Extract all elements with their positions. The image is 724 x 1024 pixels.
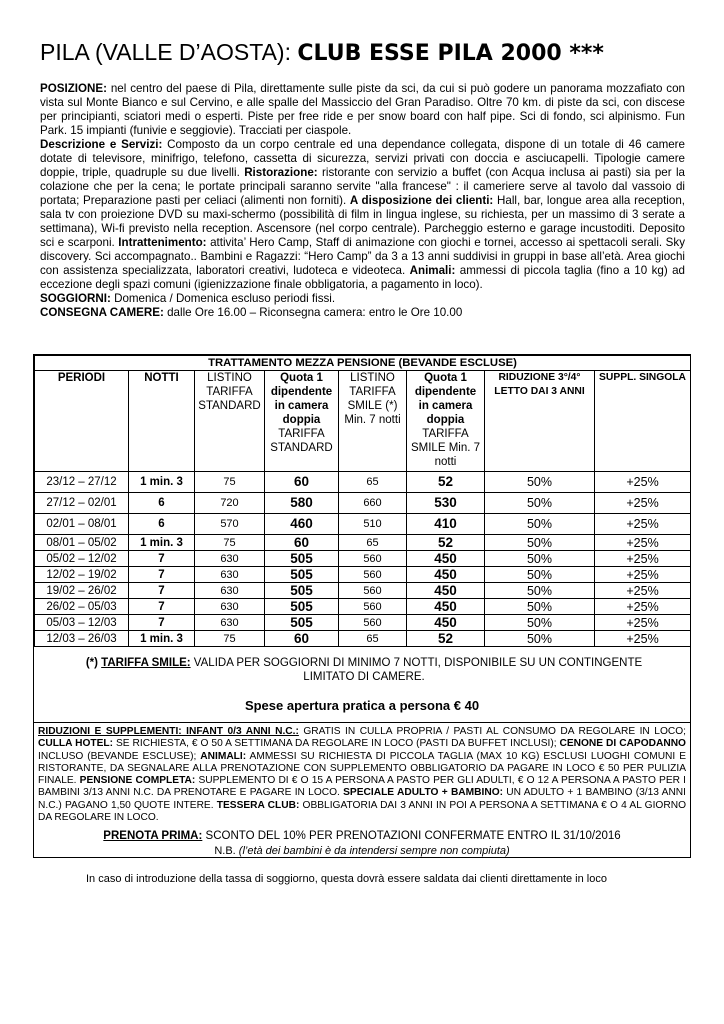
page-title	[40, 38, 700, 68]
nota-bene	[34, 845, 690, 857]
table-row	[35, 567, 691, 583]
consegna-text: dalle Ore 16.00 – Riconsegna camera: entro le Ore 10.00	[163, 306, 463, 319]
cell-riduzione: 50%	[485, 493, 595, 514]
cell-riduzione: 50%	[485, 583, 595, 599]
cell-listino-smile: 560	[339, 567, 407, 583]
cell-listino-standard: 75	[195, 631, 265, 647]
cenone-label: CENONE DI CAPODANNO	[559, 738, 686, 750]
cell-quota-smile: 52	[407, 631, 485, 647]
prenota-prima-text: SCONTO DEL 10% PER PRENOTAZIONI CONFERMATE ENTRO IL 31/10/2016	[202, 830, 621, 842]
cell-listino-smile: 65	[339, 535, 407, 551]
spese-apertura: Spese apertura pratica a persona € 40	[244, 698, 480, 713]
prenota-prima	[34, 830, 690, 843]
cell-suppl-singola: +25%	[595, 551, 691, 567]
cell-quota-smile: 530	[407, 493, 485, 514]
header-listino-smile: LISTINO TARIFFA SMILE (*) Min. 7 notti	[339, 371, 407, 472]
cell-suppl-singola: +25%	[595, 567, 691, 583]
posizione-label: POSIZIONE:	[40, 82, 107, 95]
cell-suppl-singola: +25%	[595, 631, 691, 647]
intrattenimento-label: Intrattenimento:	[118, 236, 207, 249]
soggiorni-label: SOGGIORNI:	[40, 292, 111, 305]
footer-note: In caso di introduzione della tassa di soggiorno, questa dovrà essere saldata dai clienti direttamente in loco	[86, 873, 607, 885]
riduzioni-text-2: SE RICHIESTA, € O 50 A SETTIMANA DA REGOLARE IN LOCO (PASTI DA BUFFET INCLUSI);	[113, 738, 560, 750]
header-suppl-singola: SUPPL. SINGOLA	[595, 371, 691, 472]
cell-listino-standard: 630	[195, 583, 265, 599]
cell-riduzione: 50%	[485, 631, 595, 647]
speciale-adulto-label: SPECIALE ADULTO + BAMBINO:	[343, 787, 504, 799]
cell-quota-standard: 60	[265, 631, 339, 647]
cell-riduzione: 50%	[485, 535, 595, 551]
header-quota-standard-bold: Quota 1 dipendente in camera doppia	[270, 372, 333, 426]
cell-quota-standard: 580	[265, 493, 339, 514]
cell-listino-standard: 630	[195, 551, 265, 567]
disposizione-label: A disposizione dei clienti:	[349, 194, 494, 207]
cell-riduzione: 50%	[485, 567, 595, 583]
cell-notti: 1 min. 3	[129, 472, 195, 493]
cell-riduzione: 50%	[485, 615, 595, 631]
riduzioni-text-5: SUPPLEMENTO DI € O 15 A PERSONA A PASTO PER GLI ADULTI, € O 12 A PERSONA A PASTO PER I BAMBINI 3/13 ANNI N.C. DA PRENOTARE E PAGARE IN LOCO.	[38, 775, 686, 799]
smile-note-text: VALIDA PER SOGGIORNI DI MINIMO 7 NOTTI, DISPONIBILE SU UN CONTINGENTE LIMITATO DI CAMERE.	[190, 657, 643, 683]
smile-note	[84, 656, 644, 684]
cell-riduzione: 50%	[485, 514, 595, 535]
posizione-text: nel centro del paese di Pila, direttamente sulle piste da sci, da cui si può godere un panorama mozzafiato con vista sul Monte Bianco e sul Cervino, e alle spalle del Massiccio del Gran Paradiso. Oltre 70 km. di piste da sci, con discese per principianti, sciatori medi o esperti. Piste per free ride e per snow board con half pipe. Sci di fondo, sci alpinismo. Fun Park. 15 impianti (funivie e seggiovie). Tracciati per ciaspole.	[40, 82, 685, 137]
header-quota-standard	[265, 371, 339, 472]
table-row	[35, 615, 691, 631]
cell-listino-standard: 720	[195, 493, 265, 514]
cell-listino-standard: 75	[195, 472, 265, 493]
table-row	[35, 551, 691, 567]
smile-note-star: (*)	[85, 657, 102, 669]
cell-listino-smile: 560	[339, 615, 407, 631]
cell-quota-smile: 450	[407, 583, 485, 599]
cell-listino-standard: 570	[195, 514, 265, 535]
cell-suppl-singola: +25%	[595, 583, 691, 599]
cell-periodo: 26/02 – 05/03	[35, 599, 129, 615]
cell-suppl-singola: +25%	[595, 615, 691, 631]
intro-paragraph	[40, 82, 685, 320]
cell-listino-smile: 65	[339, 631, 407, 647]
cell-suppl-singola: +25%	[595, 599, 691, 615]
consegna-label: CONSEGNA CAMERE:	[40, 306, 164, 319]
riduzioni-text-3: INCLUSO (BEVANDE ESCLUSE);	[38, 750, 201, 762]
riduzioni-text-4: AMMESSI SU RICHIESTA DI PICCOLA TAGLIA (MAX 10 KG) ESCLUSI LUOGHI COMUNI E RISTORANTE, DA SEGNALARE ALLA PRENOTAZIONE CON SUPPLEMENTO OBBLIGATORIO DA PAGARE IN LOCO € 50 PER PULIZIA FINALE.	[38, 750, 687, 787]
cell-listino-smile: 560	[339, 583, 407, 599]
table-row	[35, 493, 691, 514]
cell-notti: 7	[129, 551, 195, 567]
cell-quota-smile: 450	[407, 567, 485, 583]
cell-periodo: 19/02 – 26/02	[35, 583, 129, 599]
riduzioni-text-6: UN ADULTO + 1 BAMBINO (3/13 ANNI N.C.) PAGANO 1,50 QUOTE INTERE.	[38, 787, 686, 811]
table-body	[35, 472, 691, 647]
cell-periodo: 08/01 – 05/02	[35, 535, 129, 551]
header-listino-standard: LISTINO TARIFFA STANDARD	[195, 371, 265, 472]
cell-listino-smile: 560	[339, 551, 407, 567]
cell-listino-smile: 560	[339, 599, 407, 615]
cell-periodo: 02/01 – 08/01	[35, 514, 129, 535]
smile-note-label: TARIFFA SMILE:	[101, 657, 191, 669]
ristorazione-text: ristorante con servizio a buffet (con Acqua inclusa ai pasti) sia per la colazione che per la cena; le portate principali saranno servite "alla francese" : il cameriere serve al tavolo dal vassoio di portata; Preparazione pasti per celiaci (alimenti non forniti).	[40, 166, 685, 207]
cell-quota-smile: 450	[407, 599, 485, 615]
riduzioni-text-7: OBBLIGATORIA DAI 3 ANNI IN POI A PERSONA A SETTIMANA € O 4 AL GIORNO DA REGOLARE IN LOCO.	[38, 799, 686, 824]
tessera-club-label: TESSERA CLUB:	[216, 799, 300, 811]
header-quota-smile-bold: Quota 1 dipendente in camera doppia	[414, 372, 477, 426]
cell-suppl-singola: +25%	[595, 514, 691, 535]
cell-quota-standard: 505	[265, 567, 339, 583]
table-row	[35, 535, 691, 551]
cell-quota-standard: 505	[265, 615, 339, 631]
pensione-completa-label: PENSIONE COMPLETA:	[79, 775, 196, 787]
riduzioni-supplementi	[34, 722, 690, 824]
cell-quota-standard: 60	[265, 472, 339, 493]
cell-quota-standard: 505	[265, 551, 339, 567]
nb-label: N.B.	[214, 845, 239, 857]
cell-notti: 1 min. 3	[129, 535, 195, 551]
animali-label: Animali:	[409, 264, 456, 277]
header-quota-smile-rest: TARIFFA SMILE Min. 7 notti	[410, 428, 481, 468]
cell-periodo: 23/12 – 27/12	[35, 472, 129, 493]
cell-suppl-singola: +25%	[595, 472, 691, 493]
cell-suppl-singola: +25%	[595, 493, 691, 514]
descrizione-label: Descrizione e Servizi:	[40, 138, 163, 151]
cell-riduzione: 50%	[485, 599, 595, 615]
cell-quota-standard: 505	[265, 599, 339, 615]
descrizione-text: Composto da un corpo centrale ed una dependance collegata, dispone di un totale di 46 camere dotate di televisore, minifrigo, telefono, cassetta di sicurezza, servizi privati con doccia e asciucapelli. Tipologie camere doppie, triple, quadruple su due livelli.	[40, 138, 685, 179]
table-caption: TRATTAMENTO MEZZA PENSIONE (BEVANDE ESCLUSE)	[35, 356, 691, 371]
cell-notti: 6	[129, 493, 195, 514]
table-row	[35, 583, 691, 599]
header-quota-smile	[407, 371, 485, 472]
cell-quota-smile: 450	[407, 551, 485, 567]
table-row	[35, 631, 691, 647]
cell-periodo: 27/12 – 02/01	[35, 493, 129, 514]
rates-box	[33, 354, 691, 858]
title-location: PILA (VALLE D’AOSTA):	[40, 39, 298, 65]
cell-notti: 7	[129, 615, 195, 631]
cell-notti: 7	[129, 583, 195, 599]
table-row	[35, 599, 691, 615]
soggiorni-text: Domenica / Domenica escluso periodi fissi.	[110, 292, 336, 305]
cell-quota-smile: 410	[407, 514, 485, 535]
cell-quota-smile: 52	[407, 472, 485, 493]
cell-periodo: 05/03 – 12/03	[35, 615, 129, 631]
table-row	[35, 514, 691, 535]
intro-section	[40, 82, 685, 320]
cell-notti: 7	[129, 599, 195, 615]
culla-hotel-label: CULLA HOTEL:	[38, 738, 114, 750]
cell-listino-standard: 75	[195, 535, 265, 551]
cell-notti: 1 min. 3	[129, 631, 195, 647]
cell-quota-smile: 450	[407, 615, 485, 631]
cell-suppl-singola: +25%	[595, 535, 691, 551]
header-notti: NOTTI	[129, 371, 195, 472]
nb-text: (l’età dei bambini è da intendersi sempre non compiuta)	[238, 845, 510, 857]
cell-periodo: 12/03 – 26/03	[35, 631, 129, 647]
intrattenimento-text: attivita’ Hero Camp, Staff di animazione con giochi e tornei, accesso ai spettacoli serali. Sky discovery. Sci accompagnato.. Bambini e Ragazzi: “Hero Camp” da 3 a 13 anni suddivisi in gruppi in base all’età. Area giochi con assistenza specializzata, laboratori creativi, ludoteca e videoteca.	[40, 236, 686, 277]
ristorazione-label: Ristorazione:	[244, 166, 318, 179]
header-periodi: PERIODI	[35, 371, 129, 472]
cell-listino-standard: 630	[195, 567, 265, 583]
cell-quota-standard: 505	[265, 583, 339, 599]
title-hotel-name: CLUB ESSE PILA 2000 ***	[297, 41, 604, 66]
cell-notti: 6	[129, 514, 195, 535]
cell-listino-standard: 630	[195, 599, 265, 615]
table-row	[35, 472, 691, 493]
prenota-prima-label: PRENOTA PRIMA:	[103, 830, 203, 842]
cell-quota-standard: 460	[265, 514, 339, 535]
table-header-row	[35, 371, 691, 472]
cell-listino-smile: 660	[339, 493, 407, 514]
riduzioni-label: RIDUZIONI E SUPPLEMENTI: INFANT 0/3 ANNI N.C.:	[38, 726, 299, 737]
animali-supp-label: ANIMALI:	[200, 750, 247, 762]
animali-text: ammessi di piccola taglia (fino a 10 kg) ad eccezione degli spazi comuni (igienizzazione finale obbligatoria, a pagamento in loco).	[40, 264, 685, 291]
cell-riduzione: 50%	[485, 551, 595, 567]
header-riduzione: RIDUZIONE 3°/4° LETTO DAI 3 ANNI	[485, 371, 595, 472]
riduzioni-text-1: GRATIS IN CULLA PROPRIA / PASTI AL CONSUMO DA REGOLARE IN LOCO;	[298, 726, 686, 737]
rates-table	[34, 355, 691, 647]
disposizione-text: Hall, bar, longue area alla reception, sala tv con proiezione DVD su maxi-schermo (possibilità di film in lingua inglese, su richiesta, per un massimo di 3 serate a settimana), Wi-fi previsto nella reception. Ascensore (nel corpo centrale). Parcheggio esterno e garage incustoditi. Deposito sci e scarponi.	[40, 194, 685, 249]
cell-riduzione: 50%	[485, 472, 595, 493]
cell-listino-smile: 510	[339, 514, 407, 535]
cell-periodo: 05/02 – 12/02	[35, 551, 129, 567]
cell-listino-standard: 630	[195, 615, 265, 631]
header-quota-standard-rest: TARIFFA STANDARD	[270, 428, 333, 454]
cell-quota-standard: 60	[265, 535, 339, 551]
cell-quota-smile: 52	[407, 535, 485, 551]
cell-notti: 7	[129, 567, 195, 583]
cell-periodo: 12/02 – 19/02	[35, 567, 129, 583]
cell-listino-smile: 65	[339, 472, 407, 493]
